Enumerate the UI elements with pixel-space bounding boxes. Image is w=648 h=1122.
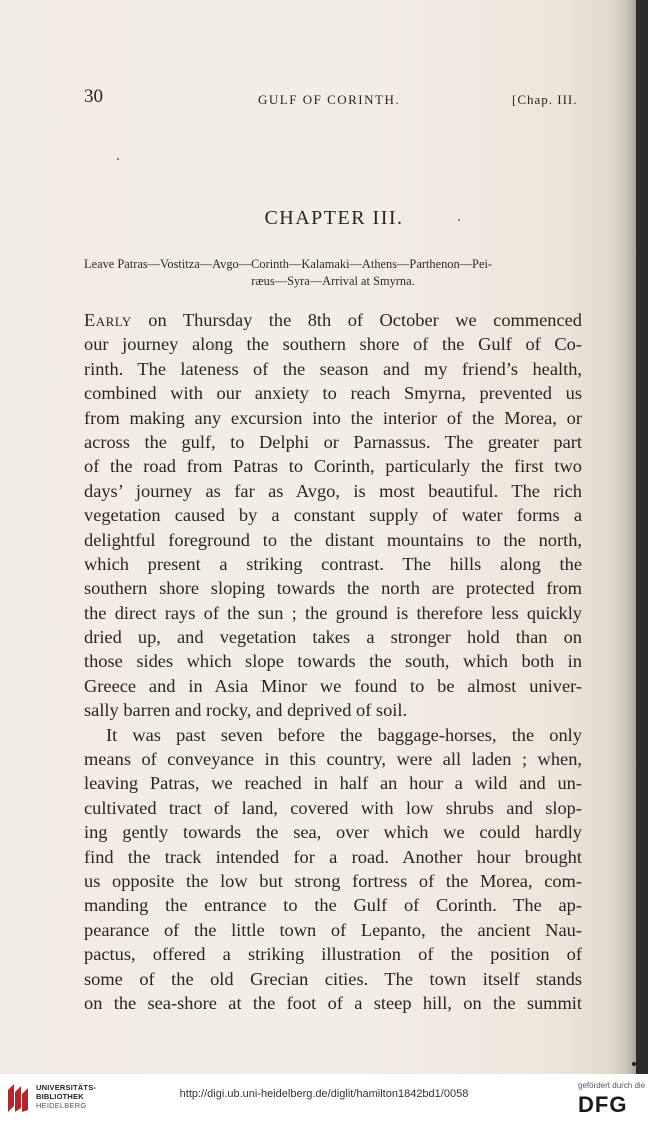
text-line: vegetation caused by a constant supply of water forms a	[84, 505, 582, 526]
dfg-logo	[576, 1092, 642, 1114]
text-line: dried up, and vegetation takes a stronger hold than on	[84, 627, 582, 648]
ink-speck	[211, 343, 219, 350]
text-line: across the gulf, to Delphi or Parnassus. The greater part	[84, 431, 582, 452]
text-line: sally barren and rocky, and deprived of soil.	[84, 700, 408, 721]
text-line: of the road from Patras to Corinth, particularly the first two	[84, 456, 582, 477]
chapter-heading: CHAPTER III.	[264, 207, 404, 229]
drop-word: Early	[84, 310, 132, 330]
text-line: rinth. The lateness of the season and my friend’s health,	[84, 358, 582, 379]
footer-bar	[0, 1074, 648, 1122]
page-header	[84, 86, 604, 112]
text-line: which present a striking contrast. The hills along the	[84, 553, 582, 574]
text-line: Greece and in Asia Minor we found to be almost univer-	[84, 675, 582, 696]
running-title: GULF OF CORINTH.	[258, 92, 401, 107]
text-line: Early on Thursday the 8th of October we commenced	[84, 310, 582, 330]
source-url-link[interactable]: http://digi.ub.uni-heidelberg.de/diglit/hamilton1842bd1/0058	[179, 1088, 469, 1100]
text-line: cultivated tract of land, covered with low shrubs and slop-	[84, 797, 582, 818]
text-line: ing gently towards the sea, over which we could hardly	[84, 822, 582, 843]
text-line: days’ journey as far as Avgo, is most beautiful. The rich	[84, 480, 582, 501]
institution-line-2: BIBLIOTHEK	[36, 1092, 84, 1101]
text-line: manding the entrance to the Gulf of Corinth. The ap-	[84, 895, 582, 916]
scan-border	[636, 0, 648, 1074]
ink-speck	[117, 158, 119, 160]
funded-by-label: gefördert durch die	[578, 1081, 646, 1090]
text-line: some of the old Grecian cities. The town itself stands	[84, 968, 582, 989]
text-line: combined with our anxiety to reach Smyrna, prevented us	[84, 383, 582, 404]
dfg-logo-text: DFG	[578, 1092, 628, 1114]
text-line: pactus, offered a striking illustration of the position of	[84, 944, 582, 965]
synopsis-line-1: Leave Patras—Vostitza—Avgo—Corinth—Kalamaki—Athens—Parthenon—Pei-	[84, 257, 493, 271]
page-number: 30	[84, 86, 103, 107]
text-line: pearance of the little town of Lepanto, the ancient Nau-	[84, 919, 582, 940]
ink-speck	[458, 219, 460, 221]
text-line: find the track intended for a road. Another hour brought	[84, 846, 582, 867]
text-line: leaving Patras, we reached in half an hour a wild and un-	[84, 773, 582, 794]
text-line: the direct rays of the sun ; the ground is therefore less quickly	[84, 602, 582, 623]
text-line: from making any excursion into the interior of the Morea, or	[84, 407, 582, 428]
text-line: It was past seven before the baggage-horses, the only	[106, 724, 582, 745]
chapter-reference: [Chap. III.	[512, 92, 578, 107]
text-line: us opposite the low but strong fortress of the Morea, com-	[84, 870, 582, 891]
synopsis-line-2: ræus—Syra—Arrival at Smyrna.	[251, 274, 415, 288]
text-line: means of conveyance in this country, were all laden ; when,	[84, 749, 582, 770]
institution-line-1: UNIVERSITÄTS-	[36, 1083, 97, 1092]
text-line: those sides which slope towards the south, which both in	[84, 651, 582, 672]
page-gutter-shadow	[612, 0, 636, 1074]
text-line: delightful foreground to the distant mountains to the north,	[84, 529, 582, 550]
chapter-synopsis	[84, 256, 582, 290]
text-line: southern shore sloping towards the north are protected from	[84, 578, 582, 599]
body-text	[84, 308, 582, 1015]
text-line: on the sea-shore at the foot of a steep hill, on the summit	[84, 992, 582, 1013]
institution-line-3: HEIDELBERG	[36, 1101, 87, 1110]
text-line: our journey along the southern shore of the Gulf of Co-	[84, 334, 582, 355]
